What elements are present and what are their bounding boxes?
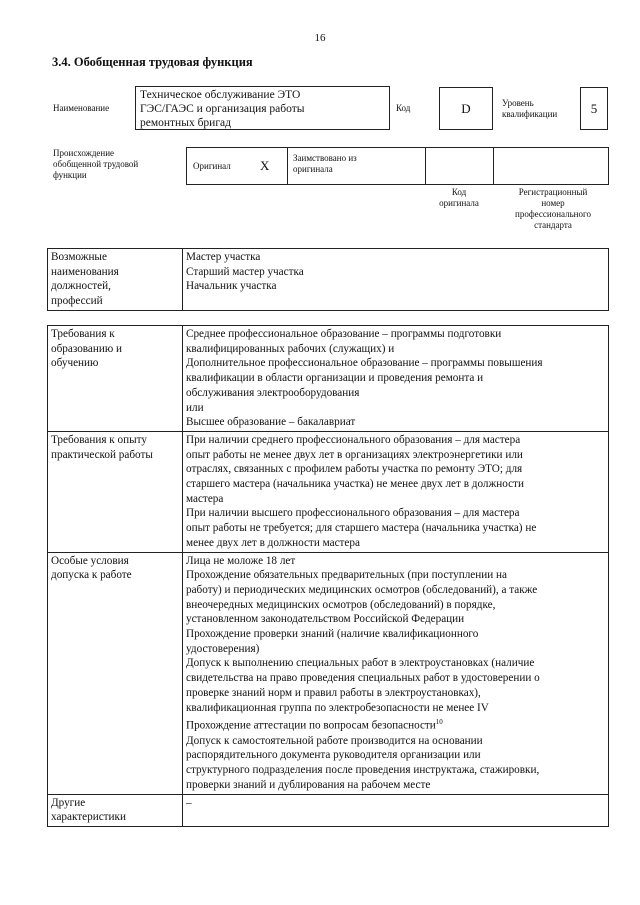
- table-row: [48, 326, 609, 432]
- text-line: свидетельства на право проведения специальных работ в удостоверении о: [186, 672, 540, 685]
- text-line: распорядительного документа руководителя организации или: [186, 749, 481, 762]
- table-row: [48, 431, 609, 552]
- experience-label-cell: [48, 431, 183, 552]
- position-item: Начальник участка: [186, 280, 277, 293]
- label-line: Требования к: [51, 328, 115, 340]
- level-value: 5: [580, 87, 608, 130]
- caption-line: номер: [541, 198, 565, 208]
- level-label: [502, 98, 557, 120]
- caption-line: Код: [451, 187, 467, 197]
- text-line: отраслях, связанных с профилем работы участка по ремонту ЭТО; для: [186, 463, 523, 476]
- caption-line: стандарта: [534, 220, 572, 230]
- reg-number-caption: [496, 187, 610, 231]
- text-line: Высшее образование – бакалавриат: [186, 416, 356, 429]
- code-original-caption: [424, 187, 494, 209]
- label-line: Возможные: [51, 251, 107, 263]
- text-line: Прохождение проверки знаний (наличие квалификационного: [186, 628, 479, 641]
- label-line: Требования к опыту: [51, 433, 147, 446]
- text-line: Лица не моложе 18 лет: [186, 554, 296, 567]
- label-line: должностей,: [51, 280, 111, 293]
- text-line: –: [186, 796, 192, 809]
- section-title: 3.4. Обобщенная трудовая функция: [52, 55, 253, 69]
- name-line: Техническое обслуживание ЭТО: [140, 89, 301, 101]
- text-line: менее двух лет в должности мастера: [186, 536, 360, 549]
- text-line: внеочередных медицинских осмотров (обследований) в порядке,: [186, 598, 496, 611]
- label-line: характеристики: [51, 811, 126, 824]
- caption-line: оригинала: [439, 198, 479, 208]
- text-line: установленном законодательством Российской Федерации: [186, 613, 465, 626]
- name-line: ГЭС/ГАЭС и организация работы: [140, 103, 305, 115]
- position-item: Мастер участка: [186, 251, 261, 263]
- text-line: мастера: [186, 492, 224, 505]
- text-line: квалификации в области организации и проведения ремонта и: [186, 372, 484, 385]
- text-line: опыт работы не требуется; для старшего мастера (начальника участка) не: [186, 522, 537, 535]
- page-number: 16: [314, 32, 326, 44]
- positions-table: [47, 248, 609, 311]
- name-line: ремонтных бригад: [140, 117, 231, 129]
- text-line: старшего мастера (начальника участка) не менее двух лет в должности: [186, 478, 524, 491]
- other-value-cell: [183, 794, 609, 826]
- original-mark: X: [260, 158, 270, 173]
- table-row: [48, 552, 609, 794]
- level-label-line: Уровень: [502, 98, 534, 108]
- text-line: или: [186, 401, 204, 414]
- borrowed-label: [293, 153, 357, 175]
- text-line: структурного подразделения после проведения инструктажа, стажировки,: [186, 764, 540, 777]
- requirements-table: [47, 325, 609, 827]
- origin-label-line: Происхождение: [53, 148, 115, 158]
- label-line: наименования: [51, 265, 119, 278]
- text-line: При наличии высшего профессионального образования – для мастера: [186, 507, 520, 520]
- name-box: [135, 86, 390, 130]
- borrowed-label-line: оригинала: [293, 164, 333, 174]
- footnote-mark: 10: [435, 718, 443, 727]
- origin-label: [53, 148, 138, 181]
- level-label-line: квалификации: [502, 109, 558, 119]
- table-row: [48, 249, 609, 311]
- label-line: профессий: [51, 295, 103, 308]
- text-line: опыт работы не менее двух лет в организациях электроэнергетики или: [186, 448, 523, 461]
- admission-label-cell: [48, 552, 183, 794]
- positions-value-cell: [183, 249, 609, 311]
- label-line: практической работы: [51, 448, 153, 461]
- caption-line: профессионального: [515, 209, 591, 219]
- text-line: обслуживания электрооборудования: [186, 386, 360, 399]
- other-label-cell: [48, 794, 183, 826]
- education-label-cell: [48, 326, 183, 432]
- position-item: Старший мастер участка: [186, 265, 304, 278]
- borrowed-label-line: Заимствовано из: [293, 153, 357, 163]
- table-row: [48, 794, 609, 826]
- original-cell: [187, 148, 288, 184]
- code-value: D: [439, 87, 493, 130]
- text-line: квалифицированных рабочих (служащих) и: [186, 342, 395, 355]
- positions-label-cell: [48, 249, 183, 311]
- divider: [425, 148, 426, 184]
- origin-label-line: обобщенной трудовой: [53, 159, 139, 169]
- text-line-with-footnote: [186, 715, 605, 733]
- caption-line: Регистрационный: [518, 187, 588, 197]
- admission-value-cell: [183, 552, 609, 794]
- text-line: Допуск к самостоятельной работе производится на основании: [186, 734, 483, 747]
- code-label: Код: [396, 103, 411, 113]
- label-line: обучению: [51, 357, 99, 370]
- origin-label-line: функции: [53, 170, 87, 180]
- text-line: Прохождение аттестации по вопросам безопасности: [186, 720, 436, 733]
- text-line: квалификационная группа по электробезопасности не менее IV: [186, 701, 489, 714]
- label-line: образованию и: [51, 342, 123, 355]
- label-line: Другие: [51, 796, 86, 809]
- origin-box: [186, 147, 609, 185]
- original-label: Оригинал: [193, 161, 231, 171]
- education-value-cell: [183, 326, 609, 432]
- text-line: Допуск к выполнению специальных работ в электроустановках (наличие: [186, 657, 535, 670]
- text-line: удостоверения): [186, 642, 260, 655]
- text-line: работу) и периодических медицинских осмотров (обследований), а также: [186, 583, 538, 596]
- text-line: Прохождение обязательных предварительных (при поступлении на: [186, 569, 507, 582]
- experience-value-cell: [183, 431, 609, 552]
- text-line: проверке знаний норм и правил работы в электроустановках),: [186, 686, 481, 699]
- name-label: Наименование: [53, 103, 110, 113]
- divider: [493, 148, 494, 184]
- text-line: При наличии среднего профессионального образования – для мастера: [186, 433, 521, 446]
- text-line: Среднее профессиональное образование – программы подготовки: [186, 328, 502, 340]
- text-line: Дополнительное профессиональное образование – программы повышения: [186, 357, 543, 370]
- label-line: допуска к работе: [51, 569, 132, 582]
- text-line: проверки знаний и дублирования на рабочем месте: [186, 778, 431, 791]
- label-line: Особые условия: [51, 554, 129, 567]
